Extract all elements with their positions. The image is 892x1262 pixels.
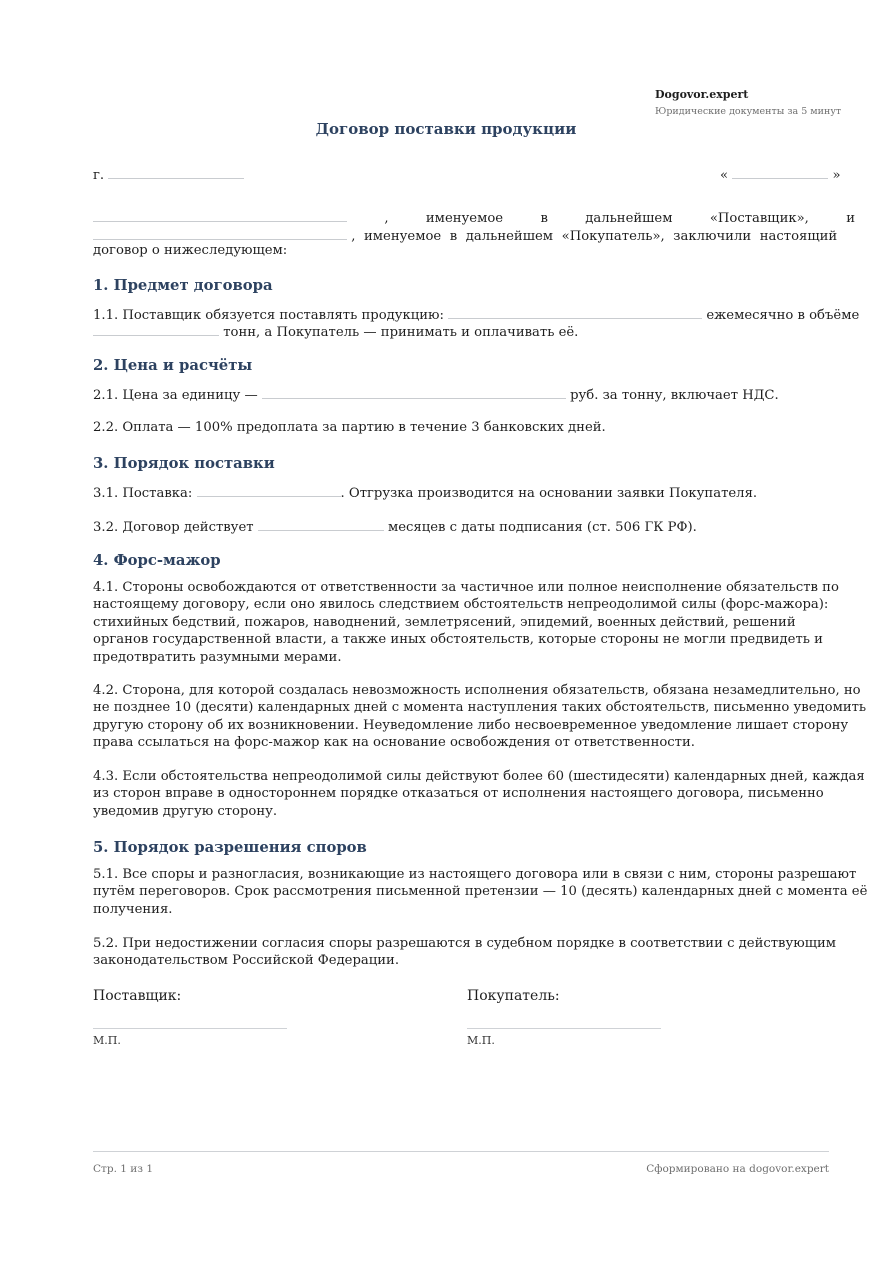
buyer-name-blank: [93, 225, 347, 240]
city-blank: [108, 164, 244, 179]
clause-1-1-text-a: 1.1. Поставщик обязуется поставлять продукцию:: [93, 308, 444, 323]
date-blank: [732, 164, 828, 179]
product-blank: [448, 304, 702, 319]
clause-3-1-text-b: . Отгрузка производится на основании заявки Покупателя.: [340, 486, 758, 501]
parties-word: дальнейшем: [585, 211, 673, 226]
buyer-stamp-label: М.П.: [467, 1034, 495, 1047]
clause-1-1-text-b: ежемесячно в объёме: [706, 308, 860, 323]
parties-word: и: [846, 211, 855, 226]
clause-2-1: [93, 384, 779, 404]
clause-4-2: [93, 682, 866, 752]
parties-word: именуемое: [425, 211, 504, 226]
document-title: Договор поставки продукции: [315, 120, 577, 138]
clause-line: 5.2. При недостижении согласия споры разрешаются в судебном порядке в соответствии с действующим: [93, 936, 837, 951]
clause-3-1: [93, 482, 757, 502]
section-4-heading: 4. Форс-мажор: [93, 552, 221, 569]
brand-tagline: Юридические документы за 5 минут: [655, 106, 842, 117]
parties-comma: ,: [384, 211, 389, 226]
date-open-quote: «: [720, 168, 729, 183]
clause-4-3: [93, 768, 865, 820]
brand-name: Dogovor.expert: [655, 88, 749, 101]
clause-line: путём переговоров. Срок рассмотрения письменной претензии — 10 (десять) календарных дней с момента её: [93, 884, 868, 900]
volume-blank: [93, 321, 219, 336]
clause-2-2: 2.2. Оплата — 100% предоплата за партию в течение 3 банковских дней.: [93, 420, 606, 435]
brand-block: [655, 88, 841, 118]
section-5-heading: 5. Порядок разрешения споров: [93, 839, 367, 856]
clause-1-1-text-c: тонн, а Покупатель — принимать и оплачивать её.: [223, 325, 579, 340]
clause-3-1-text-a: 3.1. Поставка:: [93, 486, 193, 501]
date-close-quote: »: [832, 168, 841, 183]
clause-4-1: [93, 579, 839, 666]
footer-divider: [93, 1151, 829, 1152]
clause-1-1-cont: [93, 321, 578, 341]
term-blank: [258, 516, 384, 531]
clause-line: предотвратить разумными мерами.: [93, 649, 342, 665]
clause-line: органов государственной власти, а также иных обстоятельств, которые стороны не могли предвидеть и: [93, 632, 823, 648]
clause-3-2: [93, 516, 697, 536]
clause-2-1-text-a: 2.1. Цена за единицу —: [93, 388, 258, 403]
buyer-signature-label: Покупатель:: [467, 988, 560, 1004]
parties-line-2-text: , именуемое в дальнейшем «Покупатель», заключили настоящий: [351, 229, 838, 244]
clause-2-1-text-b: руб. за тонну, включает НДС.: [570, 388, 779, 403]
clause-5-2: [93, 935, 836, 970]
clause-3-2-text-a: 3.2. Договор действует: [93, 520, 254, 535]
section-1-heading: 1. Предмет договора: [93, 277, 273, 294]
clause-line: стихийных бедствий, пожаров, наводнений, землетрясений, эпидемий, военных действий, решений: [93, 614, 796, 630]
parties-word: «Поставщик»,: [709, 211, 809, 226]
clause-line: 4.2. Сторона, для которой создалась невозможность исполнения обязательств, обязана незамедлительно, но: [93, 683, 861, 698]
clause-line: законодательством Российской Федерации.: [93, 953, 400, 969]
clause-line: из сторон вправе в одностороннем порядке отказаться от исполнения настоящего договора, письменно: [93, 786, 824, 802]
clause-line: другую сторону об их возникновении. Неуведомление либо несвоевременное уведомление лишает сторону: [93, 717, 849, 733]
footer-page-number: Стр. 1 из 1: [93, 1163, 154, 1175]
clause-line: права ссылаться на форс-мажор как на основание освобождения от ответственности.: [93, 735, 695, 751]
supplier-signature-line: [93, 1028, 287, 1029]
section-3-heading: 3. Порядок поставки: [93, 455, 275, 472]
supplier-stamp-label: М.П.: [93, 1034, 121, 1047]
city-line: [93, 164, 244, 184]
parties-line-3: договор о нижеследующем:: [93, 243, 288, 258]
city-prefix: г.: [93, 168, 105, 183]
clause-line: не позднее 10 (десяти) календарных дней с момента наступления таких обстоятельств, письменно уведомить: [93, 700, 867, 716]
clause-line: настоящему договору, если оно явилось следствием обстоятельств непреодолимой силы (форс-мажора):: [93, 597, 829, 613]
clause-3-2-text-b: месяцев с даты подписания (ст. 506 ГК РФ).: [387, 520, 697, 535]
parties-word: в: [540, 211, 548, 226]
clause-line: 4.3. Если обстоятельства непреодолимой силы действуют более 60 (шестидесяти) календарных дней, каждая: [93, 769, 865, 784]
clause-5-1: [93, 866, 867, 918]
clause-line: 5.1. Все споры и разногласия, возникающие из настоящего договора или в связи с ним, стороны разрешают: [93, 867, 857, 882]
supplier-signature-label: Поставщик:: [93, 988, 182, 1004]
buyer-signature-line: [467, 1028, 661, 1029]
section-2-heading: 2. Цена и расчёты: [93, 357, 253, 374]
date-line: [720, 164, 841, 184]
delivery-blank: [197, 482, 341, 497]
footer-generated-note: Сформировано на dogovor.expert: [646, 1163, 829, 1175]
clause-line: 4.1. Стороны освобождаются от ответственности за частичное или полное неисполнение обязательств по: [93, 580, 839, 595]
price-blank: [262, 384, 566, 399]
clause-line: уведомив другую сторону.: [93, 803, 278, 819]
clause-line: получения.: [93, 901, 173, 917]
supplier-name-blank: [93, 207, 347, 222]
